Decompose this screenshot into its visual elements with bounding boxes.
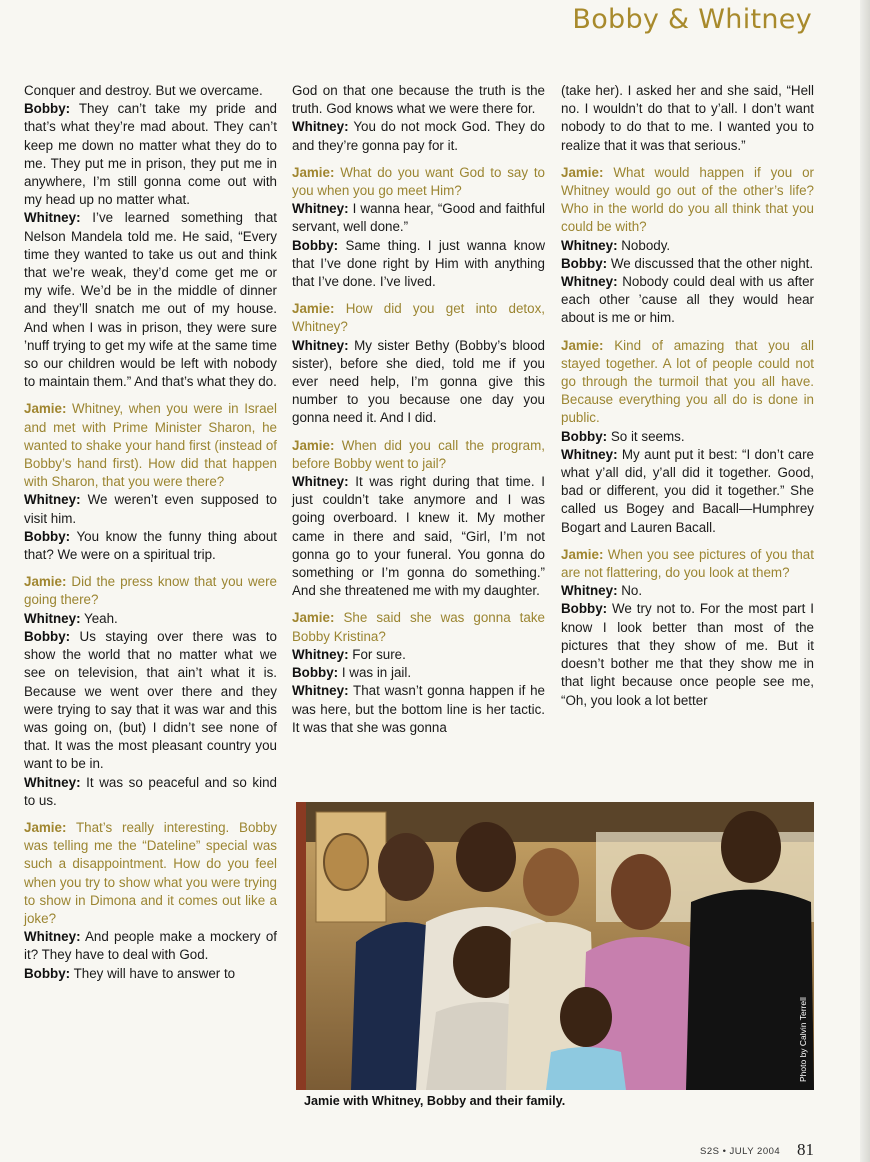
paragraph-text: She said she was gonna take Bobby Kristina?: [292, 610, 545, 644]
interview-answer: [561, 82, 814, 155]
family-photo-illustration: [296, 802, 814, 1090]
interview-answer: [24, 82, 277, 100]
speaker-name: Bobby:: [561, 601, 608, 617]
speaker-name: Jamie:: [24, 574, 67, 590]
speaker-name: Jamie:: [24, 819, 67, 835]
speaker-name: Bobby:: [24, 628, 71, 644]
interview-answer: [292, 646, 545, 664]
interview-question: [24, 819, 277, 928]
section-title: Bobby & Whitney: [572, 4, 812, 35]
interview-answer: [292, 337, 545, 428]
speaker-name: Whitney:: [561, 583, 618, 599]
interview-answer: [292, 682, 545, 737]
paragraph-text: You do not mock God. They do and they’re gonna pay for it.: [292, 119, 545, 153]
speaker-name: Bobby:: [24, 965, 71, 981]
interview-answer: [561, 428, 814, 446]
interview-answer: [292, 200, 545, 236]
interview-answer: [24, 928, 277, 964]
speaker-name: Whitney:: [292, 119, 349, 135]
paragraph-text: They can’t take my pride and that’s what they’re mad about. They can’t keep me down no matter what they do to me. They put me in prison, they put me in anywhere, I’m still gonna come out with my head up no matter what.: [24, 101, 278, 208]
interview-answer: [292, 82, 545, 118]
paragraph-text: We discussed that the other night.: [610, 255, 814, 271]
page-binding-edge: [860, 0, 870, 1162]
interview-question: [292, 437, 545, 473]
paragraph-text: Us staying over there was to show the world that no matter what we see on television, that ain’t what it is. Because we went over there and they were trying to say that it was war and this was going on, (but) I didn’t see none of that. It was the most pleasant country you want to be in.: [24, 628, 277, 772]
speaker-name: Whitney:: [561, 446, 618, 462]
paragraph-text: Nobody.: [621, 237, 671, 253]
interview-answer: [24, 528, 277, 564]
paragraph-text: Did the press know that you were going there?: [24, 574, 277, 608]
speaker-name: Whitney:: [24, 210, 81, 226]
speaker-name: Whitney:: [24, 492, 81, 508]
paragraph-text: They will have to answer to: [73, 965, 236, 981]
photo-credit: Photo by Calvin Terrell: [798, 997, 808, 1082]
paragraph-text: What would happen if you or Whitney would go out of the other’s life? Who in the world do you all think that you could be with?: [561, 164, 814, 235]
paragraph-text: Conquer and destroy. But we overcame.: [24, 83, 263, 98]
speaker-name: Bobby:: [292, 665, 339, 681]
paragraph-text: When did you call the program, before Bobby went to jail?: [292, 437, 545, 471]
paragraph-text: Kind of amazing that you all stayed together. A lot of people could not go through the turmoil that you all have. Because everything you all do is done in public.: [561, 337, 814, 426]
interview-answer: [292, 237, 545, 292]
interview-answer: [561, 446, 814, 537]
text-column-3: [561, 82, 814, 710]
paragraph-text: (take her). I asked her and she said, “Hell no. I wouldn’t do that to y’all. I don’t want nobody to do that to me. I wanted you to realize that it was that serious.”: [561, 83, 814, 153]
interview-answer: [24, 774, 277, 810]
interview-answer: [292, 473, 545, 600]
paragraph-text: That’s really interesting. Bobby was telling me the “Dateline” special was such a disappointment. How do you feel when you try to show what you were trying to show in Dimona and it comes out like a joke?: [24, 819, 278, 926]
speaker-name: Whitney:: [292, 474, 349, 490]
speaker-name: Whitney:: [24, 610, 81, 626]
interview-question: [561, 546, 814, 582]
speaker-name: Whitney:: [561, 274, 618, 290]
interview-question: [292, 164, 545, 200]
paragraph-text: What do you want God to say to you when you go meet Him?: [292, 164, 545, 199]
speaker-name: Bobby:: [24, 528, 71, 544]
interview-question: [24, 573, 277, 609]
paragraph-text: No.: [621, 583, 643, 599]
speaker-name: Whitney:: [292, 201, 349, 217]
paragraph-text: We weren’t even supposed to visit him.: [24, 492, 277, 526]
interview-answer: [24, 965, 277, 983]
paragraph-text: That wasn’t gonna happen if he was here, but the bottom line is her tactic. It was that she was gonna: [292, 683, 545, 735]
interview-answer: [292, 664, 545, 682]
paragraph-text: Yeah.: [84, 610, 118, 626]
speaker-name: Jamie:: [561, 337, 604, 353]
interview-answer: [561, 273, 814, 328]
paragraph-text: It was right during that time. I just couldn’t take anymore and I was going overboard. I knew it. My mother came in there and said, “Girl, I’m not gonna go to your funeral. You gonna do something or I’m gonna do something.” And she threatened me with my daughter.: [292, 474, 545, 599]
speaker-name: Jamie:: [292, 301, 335, 317]
interview-answer: [561, 255, 814, 273]
interview-question: [561, 337, 814, 428]
speaker-name: Whitney:: [292, 683, 349, 699]
paragraph-text: I was in jail.: [341, 665, 412, 681]
interview-answer: [561, 600, 814, 709]
speaker-name: Bobby:: [561, 428, 608, 444]
paragraph-text: Nobody could deal with us after each other ’cause all they would hear about is me or him.: [561, 274, 814, 326]
interview-question: [24, 400, 277, 491]
paragraph-text: God on that one because the truth is the truth. God knows what we were there for.: [292, 83, 545, 117]
paragraph-text: And people make a mockery of it? They have to deal with God.: [24, 929, 278, 963]
speaker-name: Whitney:: [24, 929, 81, 945]
interview-answer: [24, 610, 277, 628]
speaker-name: Bobby:: [292, 237, 339, 253]
paragraph-text: It was so peaceful and so kind to us.: [24, 774, 277, 808]
interview-answer: [24, 209, 277, 391]
interview-answer: [561, 582, 814, 600]
paragraph-text: So it seems.: [610, 428, 685, 444]
page-number: 81: [797, 1140, 814, 1159]
interview-answer: [24, 628, 277, 774]
interview-answer: [24, 491, 277, 527]
speaker-name: Whitney:: [292, 337, 349, 353]
paragraph-text: My aunt put it best: “I don’t care what y’all did, y’all did it together. Good, bad or different, you did it together.” She called us Bogey and Bacall—Humphrey Bogart and Lauren Bacall.: [561, 446, 814, 535]
speaker-name: Whitney:: [561, 237, 618, 253]
speaker-name: Jamie:: [561, 546, 604, 562]
interview-question: [292, 609, 545, 645]
speaker-name: Jamie:: [292, 164, 335, 180]
interview-answer: [561, 237, 814, 255]
speaker-name: Jamie:: [292, 610, 335, 626]
interview-answer: [24, 100, 277, 209]
speaker-name: Jamie:: [561, 164, 604, 180]
paragraph-text: For sure.: [352, 646, 406, 662]
interview-question: [292, 300, 545, 336]
interview-answer: [292, 118, 545, 154]
text-column-2: [292, 82, 545, 737]
paragraph-text: I’ve learned something that Nelson Mandela told me. He said, “Every time they wanted to take us out and think that we’re weak, they’d come get me or my wife. We’d be in the middle of dinner and they’ll snatch me out of my house. And when I was in prison, they were sure ’nuff trying to get my wife at the same time so our children would be left with nobody to maintain them.” And that’s what they do.: [24, 210, 277, 390]
paragraph-text: My sister Bethy (Bobby’s blood sister), before she died, told me if you ever need help, I’m gonna give this number to you because one day you gonna need it. And I did.: [292, 337, 545, 426]
paragraph-text: I wanna hear, “Good and faithful servant, well done.”: [292, 201, 545, 235]
paragraph-text: Same thing. I just wanna know that I’ve done right by Him with anything that I’ve done. I’ve lived.: [292, 237, 545, 290]
speaker-name: Bobby:: [24, 101, 71, 117]
paragraph-text: We try not to. For the most part I know I look better than most of the pictures that they show of me. But it doesn’t bother me that they show me in that light because once people see me, “Oh, you look a lot better: [561, 601, 814, 708]
speaker-name: Whitney:: [292, 646, 349, 662]
paragraph-text: When you see pictures of you that are not flattering, do you look at them?: [561, 546, 814, 581]
speaker-name: Whitney:: [24, 774, 81, 790]
speaker-name: Bobby:: [561, 255, 608, 271]
speaker-name: Jamie:: [292, 437, 335, 453]
paragraph-text: You know the funny thing about that? We were on a spiritual trip.: [24, 528, 277, 563]
speaker-name: Jamie:: [24, 401, 67, 417]
family-photo: [296, 802, 814, 1090]
interview-question: [561, 164, 814, 237]
footer-issue: S2S • JULY 2004: [700, 1146, 781, 1157]
paragraph-text: How did you get into detox, Whitney?: [292, 301, 545, 335]
photo-caption: Jamie with Whitney, Bobby and their family.: [304, 1094, 566, 1108]
text-column-1: [24, 82, 277, 983]
paragraph-text: Whitney, when you were in Israel and met with Prime Minister Sharon, he wanted to shake your hand first (instead of Bobby’s hand first). How did that happen with Sharon, that you were there?: [24, 401, 277, 490]
